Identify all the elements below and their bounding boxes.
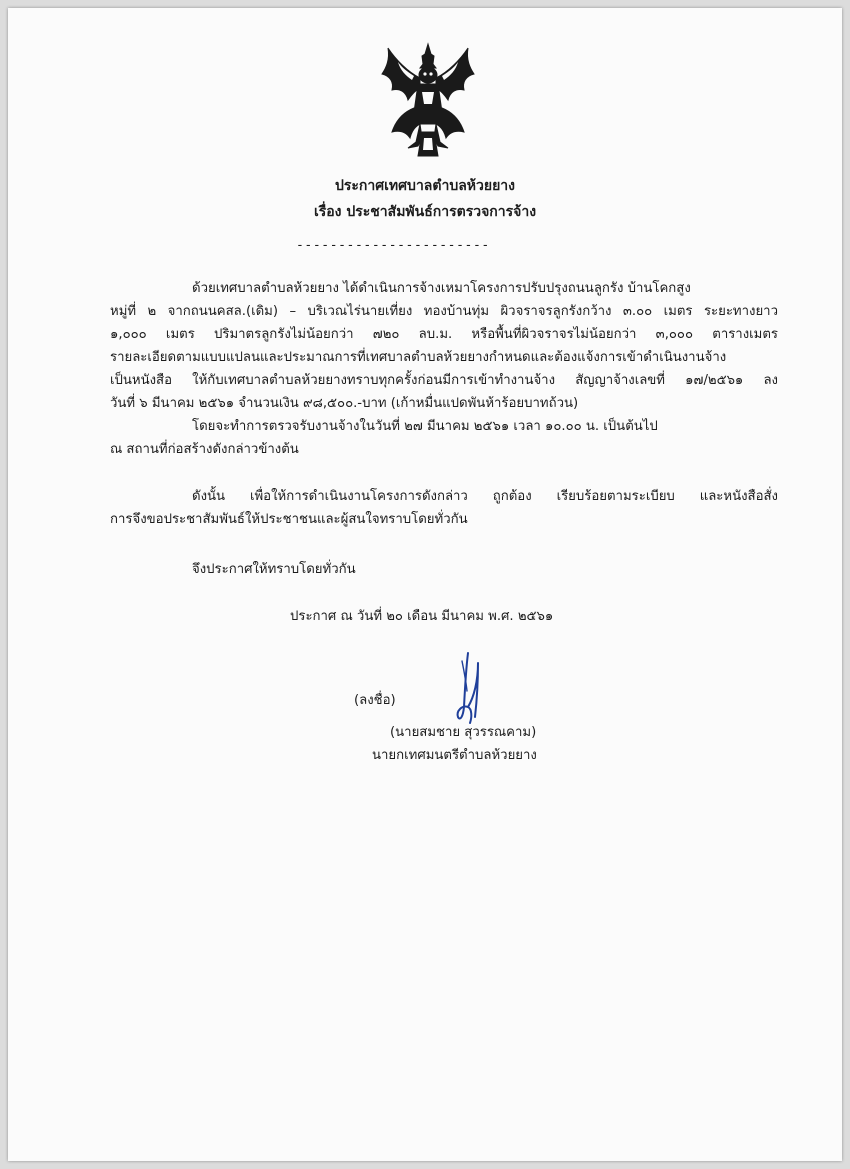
paragraph-1-line-5: เป็นหนังสือ ให้กับเทศบาลตำบลห้วยยางทราบทุกครั้งก่อนมีการเข้าทำงานจ้าง สัญญาจ้างเลขที่ ๑๗/๒๕๖๑ ลง <box>110 373 778 388</box>
handwritten-signature <box>448 651 488 729</box>
sign-label: (ลงชื่อ) <box>354 693 396 708</box>
garuda-emblem-icon <box>378 42 478 160</box>
paragraph-1-line-1: ด้วยเทศบาลตำบลห้วยยาง ได้ดำเนินการจ้างเหมาโครงการปรับปรุงถนนลูกรัง บ้านโคกสูง <box>192 281 691 296</box>
paragraph-1-line-6: วันที่ ๖ มีนาคม ๒๕๖๑ จำนวนเงิน ๙๘,๕๐๐.-บาท (เก้าหมื่นแปดพันห้าร้อยบาทถ้วน) <box>110 396 579 411</box>
paragraph-3-line-1: ดังนั้น เพื่อให้การดำเนินงานโครงการดังกล่าว ถูกต้อง เรียบร้อยตามระเบียบ และหนังสือสั่ง <box>192 489 778 504</box>
paragraph-2-line-2: ณ สถานที่ก่อสร้างดังกล่าวข้างต้น <box>110 442 299 457</box>
document-title: ประกาศเทศบาลตำบลห้วยยาง <box>335 178 515 194</box>
document-subject: เรื่อง ประชาสัมพันธ์การตรวจการจ้าง <box>313 204 537 220</box>
document-page <box>8 8 842 1161</box>
paragraph-3-line-2: การจึงขอประชาสัมพันธ์ให้ประชาชนและผู้สนใจทราบโดยทั่วกัน <box>110 512 468 527</box>
paragraph-1-line-3: ๑,๐๐๐ เมตร ปริมาตรลูกรังไม่น้อยกว่า ๗๒๐ ลบ.ม. หรือพื้นที่ผิวจราจรไม่น้อยกว่า ๓,๐๐๐ ตารางเมตร <box>110 327 778 342</box>
closing-statement: จึงประกาศให้ทราบโดยทั่วกัน <box>192 562 356 577</box>
signer-position: นายกเทศมนตรีตำบลห้วยยาง <box>372 748 537 763</box>
announcement-date: ประกาศ ณ วันที่ ๒๐ เดือน มีนาคม พ.ศ. ๒๕๖๑ <box>290 609 554 624</box>
divider-line: ----------------------- <box>296 238 490 253</box>
paragraph-2-line-1: โดยจะทำการตรวจรับงานจ้างในวันที่ ๒๗ มีนาคม ๒๕๖๑ เวลา ๑๐.๐๐ น. เป็นต้นไป <box>192 419 658 434</box>
paragraph-1-line-4: รายละเอียดตามแบบแปลนและประมาณการที่เทศบาลตำบลห้วยยางกำหนดและต้องแจ้งการเข้าดำเนินงานจ้าง <box>110 350 727 365</box>
signer-name: (นายสมชาย สุวรรณคาม) <box>390 725 537 740</box>
paragraph-1-line-2: หมู่ที่ ๒ จากถนนคสล.(เดิม) – บริเวณไร่นายเที่ยง ทองบ้านทุ่ม ผิวจราจรลูกรังกว้าง ๓.๐๐ เมตร ระยะทางยาว <box>110 304 778 319</box>
